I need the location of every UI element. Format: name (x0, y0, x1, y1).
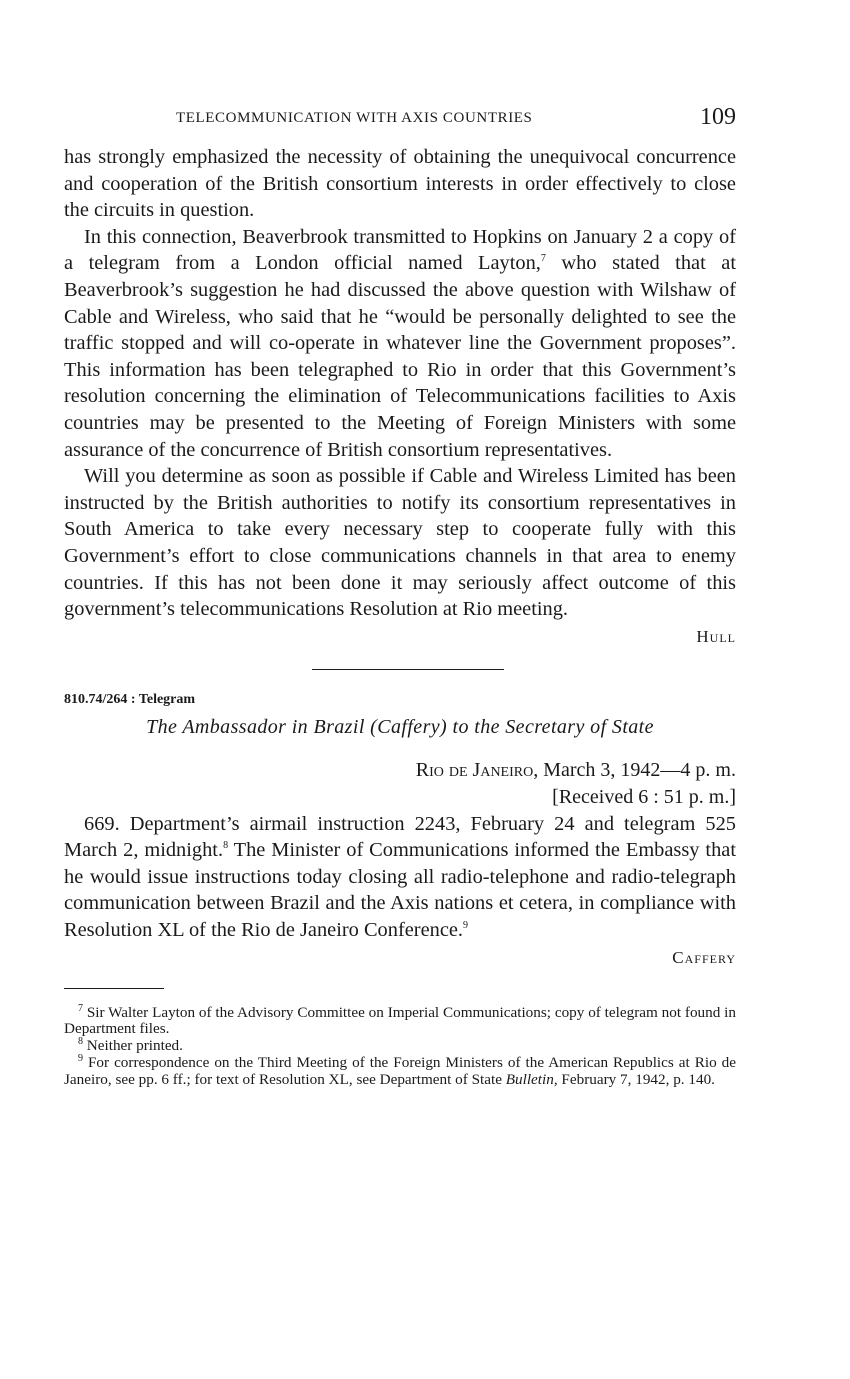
paragraph-text: The Minister of Communications informed the Embassy that he would issue instructions today closing all radio-telephone and radio-telegraph communication between Brazil and the Axis nations et cetera, in compliance with Resolution XL of the Rio de Janeiro Conference. (64, 839, 736, 942)
footnote-ref-9: 9 (463, 920, 469, 932)
received-time: [Received 6 : 51 p. m.] (552, 785, 736, 808)
dateline-date: March 3, 1942—4 p. m. (538, 758, 736, 781)
footnote-text: Sir Walter Layton of the Advisory Committee on Imperial Communications; copy of telegram not found in Department files. (64, 1003, 736, 1038)
footnote-ref-7: 7 (540, 253, 546, 265)
footnote-8 (64, 1038, 736, 1055)
footnote-ref-8: 8 (223, 840, 229, 852)
paragraph-request: Will you determine as soon as possible if Cable and Wireless Limited has been instructed by the British authorities to notify its consortium representatives in South America to take every necessary step to cooperate fully with this Government’s effort to close communications channels in that area to enemy countries. If this has not been done it may seriously affect outcome of this government’s telecommunications Resolution at Rio meeting. (64, 465, 736, 621)
footnote-7 (64, 1002, 736, 1039)
footnote-italic-bulletin: Bulletin, (505, 1070, 558, 1088)
signature-caffery: Caffery (672, 947, 736, 967)
running-head (64, 104, 736, 144)
dateline (64, 757, 736, 784)
paragraph-beaverbrook (64, 224, 736, 463)
paragraph-text: In this connection, Beaverbrook transmitted to Hopkins on January 2 a copy of a telegram from a London official named Layton, (64, 225, 736, 275)
paragraph-text: 669. Department’s airmail instruction 2243, February 24 and telegram 525 March 2, midnight. (64, 812, 736, 862)
document-heading: The Ambassador in Brazil (Caffery) to the Secretary of State (146, 715, 654, 738)
footnote-text: Neither printed. (83, 1037, 183, 1055)
file-reference: 810.74/264 : Telegram (64, 691, 196, 707)
page (64, 104, 736, 1089)
page-number: 109 (700, 104, 736, 130)
footnote-mark: 9 (78, 1052, 83, 1064)
paragraph-telegram-669 (64, 811, 736, 944)
dateline-place: Rio de Janeiro, (415, 758, 539, 781)
footnote-9 (64, 1052, 736, 1089)
footnotes (64, 1002, 736, 1089)
footnote-text: February 7, 1942, p. 140. (557, 1070, 715, 1088)
running-title: TELECOMMUNICATION WITH AXIS COUNTRIES (176, 110, 533, 126)
footnote-rule (64, 988, 164, 989)
paragraph-text: who stated that at Beaverbrook’s suggestion he had discussed the above question with Wilshaw of Cable and Wireless, who said that he “would be personally delighted to see the traffic stopped and will co-operate in whatever line the Government proposes”. This information has been telegraphed to Rio in order that this Government’s resolution concerning the elimination of Telecommunications facilities to Axis countries may be presented to the Meeting of Foreign Ministers with some assurance of the concurrence of British consortium representatives. (64, 252, 736, 461)
section-divider (312, 669, 504, 670)
footnote-text: For correspondence on the Third Meeting of the Foreign Ministers of the American Republics at Rio de Janeiro, see pp. 6 ff.; for text of Resolution XL, see Department of State (64, 1054, 736, 1088)
footnote-mark: 8 (78, 1036, 83, 1048)
footnote-mark: 7 (78, 1002, 83, 1014)
paragraph-continuation: has strongly emphasized the necessity of obtaining the unequivocal concurrence and cooperation of the British consortium interests in order effectively to close the circuits in question. (64, 146, 736, 222)
signature-hull: Hull (696, 626, 736, 646)
